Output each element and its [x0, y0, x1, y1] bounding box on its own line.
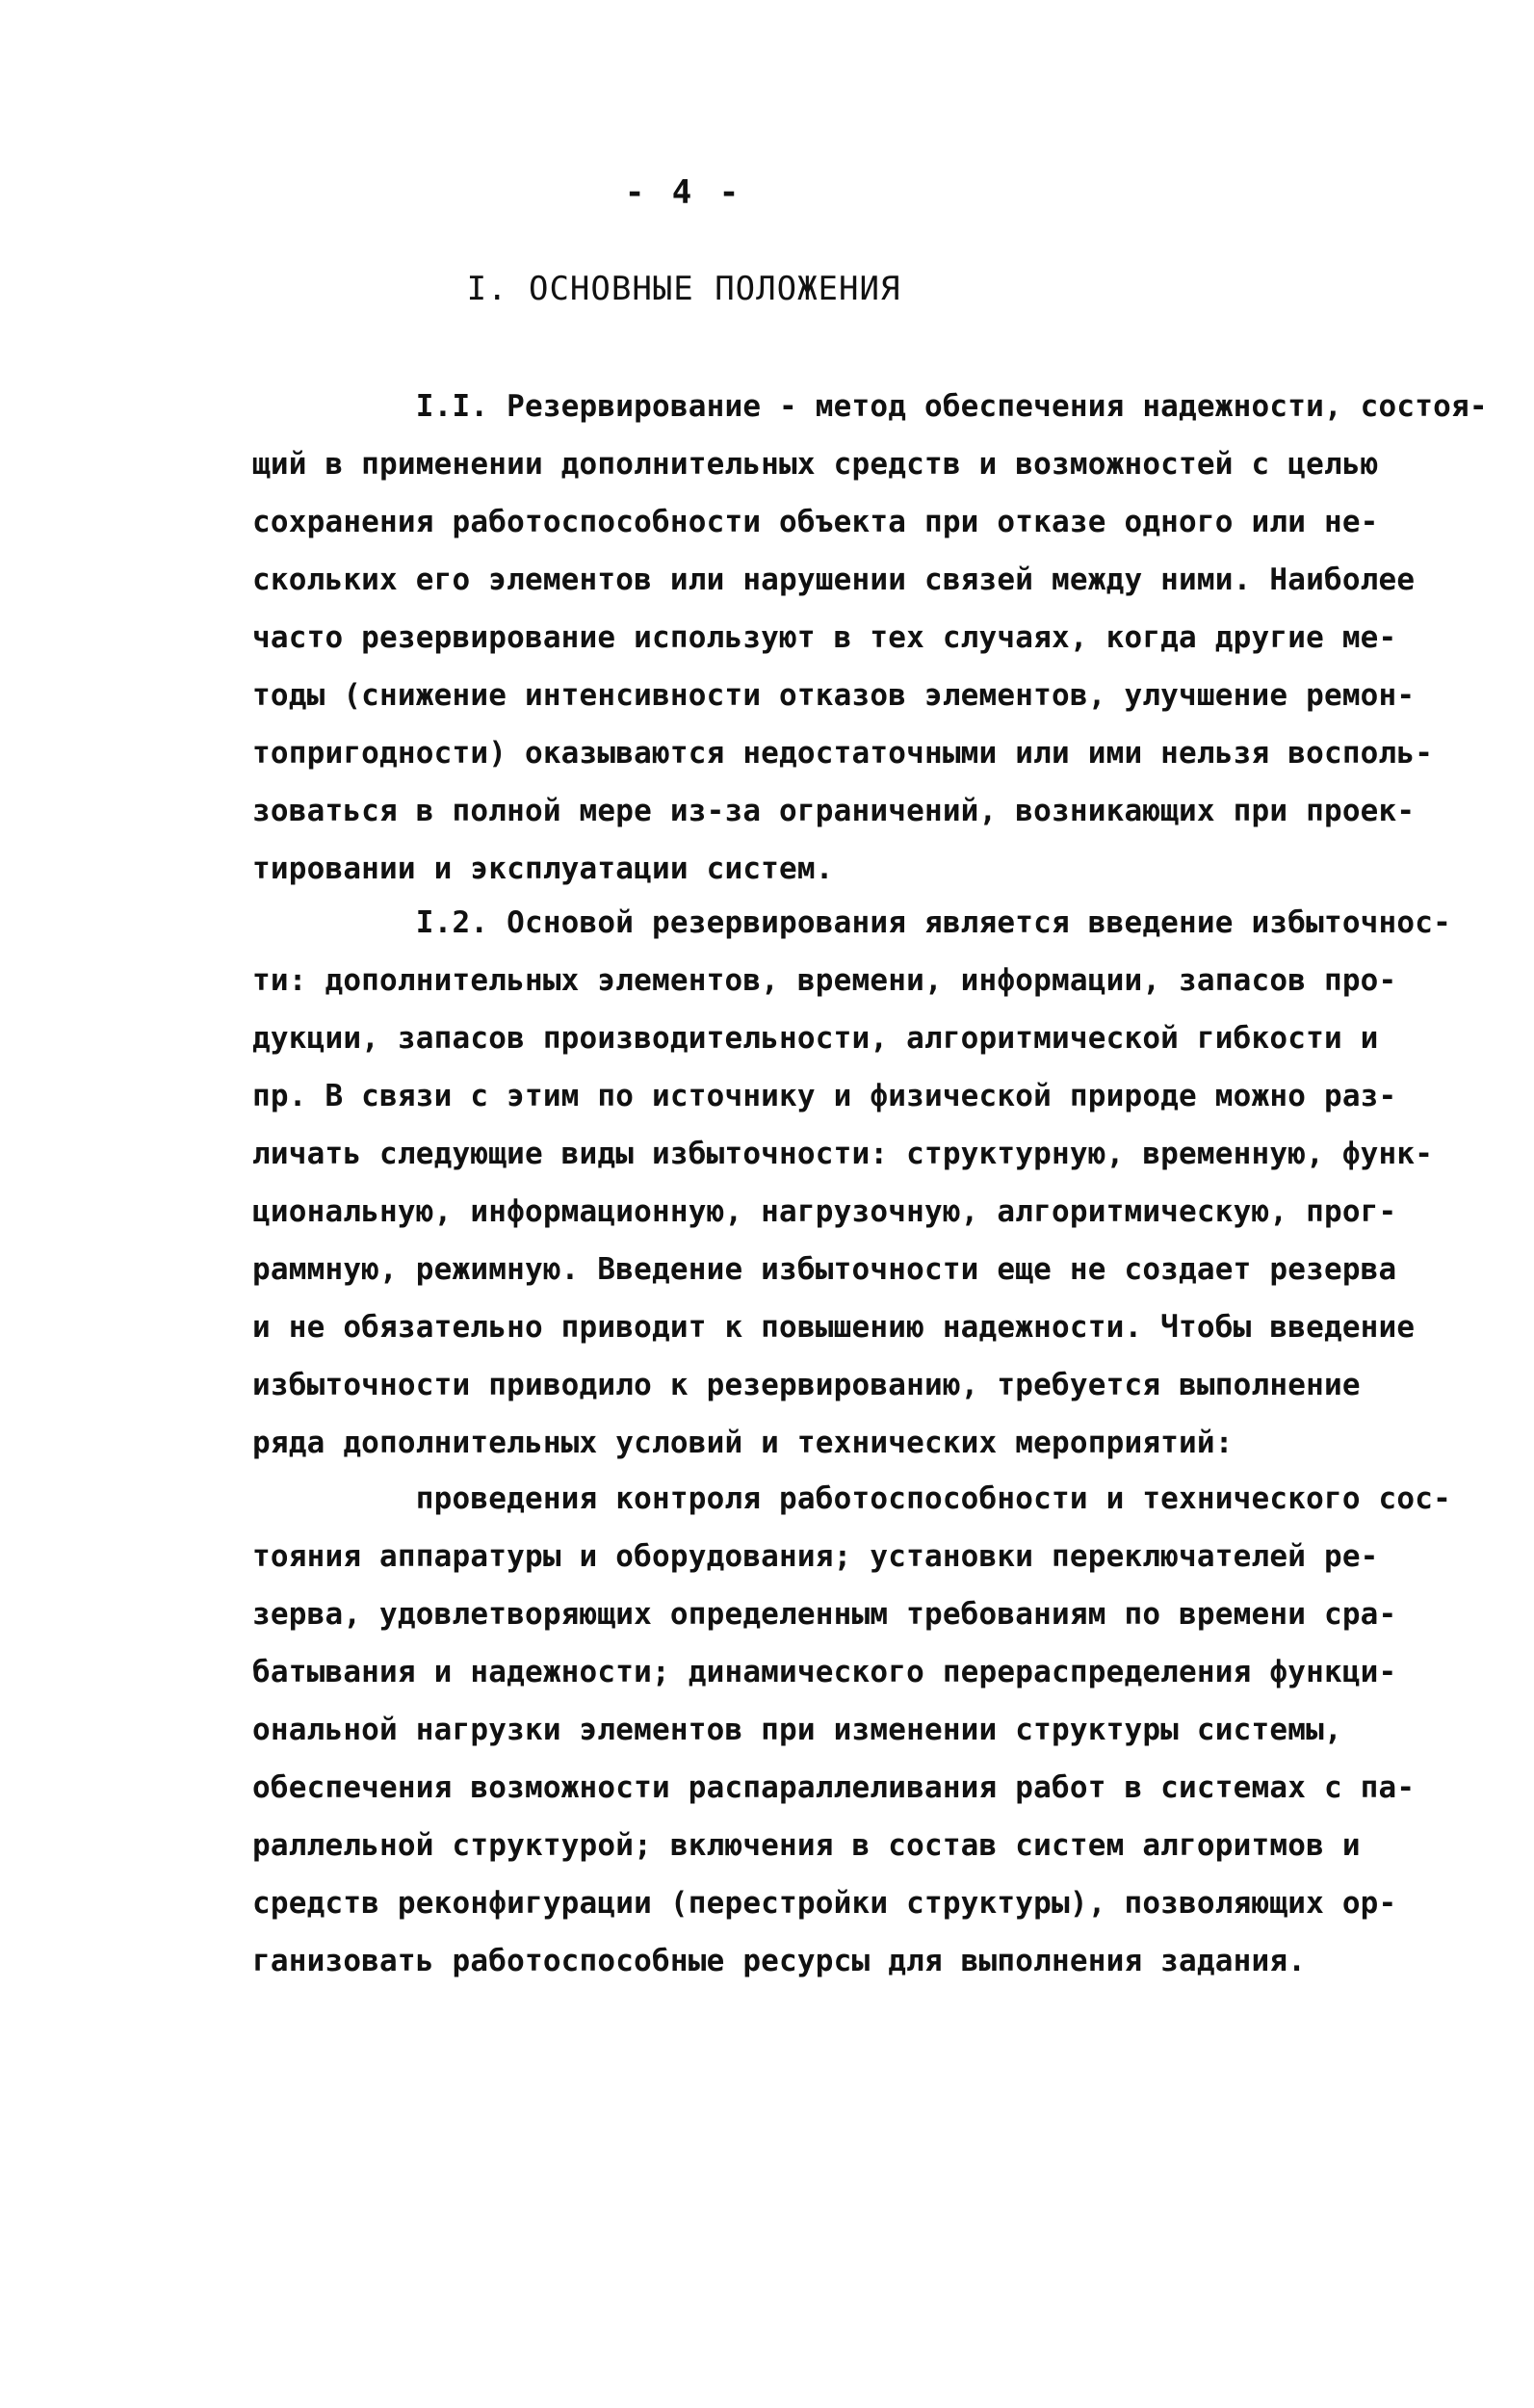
- section-title: I. ОСНОВНЫЕ ПОЛОЖЕНИЯ: [466, 270, 901, 308]
- text-line: часто резервирование используют в тех случаях, когда другие ме-: [252, 620, 1397, 655]
- text-line: обеспечения возможности распараллеливания работ в системах с па-: [252, 1770, 1416, 1805]
- text-line: раллельной структурой; включения в состав систем алгоритмов и: [252, 1828, 1361, 1863]
- text-line: ганизовать работоспособные ресурсы для выполнения задания.: [252, 1944, 1307, 1978]
- page-number: - 4 -: [624, 173, 743, 212]
- text-line: ти: дополнительных элементов, времени, информации, запасов про-: [252, 963, 1397, 998]
- text-line: зерва, удовлетворяющих определенным требованиям по времени сра-: [252, 1597, 1397, 1632]
- text-line: зоваться в полной мере из-за ограничений, возникающих при проек-: [252, 794, 1416, 828]
- text-line: средств реконфигурации (перестройки структуры), позволяющих ор-: [252, 1886, 1397, 1921]
- text-line: сохранения работоспособности объекта при отказе одного или не-: [252, 505, 1379, 539]
- text-line: топригодности) оказываются недостаточными или ими нельзя восполь-: [252, 736, 1434, 771]
- text-line: дукции, запасов производительности, алгоритмической гибкости и: [252, 1021, 1379, 1056]
- text-line: щий в применении дополнительных средств и возможностей с целью: [252, 447, 1379, 482]
- text-line: пр. В связи с этим по источнику и физической природе можно раз-: [252, 1079, 1397, 1113]
- text-line: ряда дополнительных условий и технических мероприятий:: [252, 1426, 1234, 1460]
- text-line: проведения контроля работоспособности и технического сос-: [252, 1481, 1451, 1516]
- text-line: циональную, информационную, нагрузочную, алгоритмическую, прог-: [252, 1194, 1397, 1229]
- text-line: тояния аппаратуры и оборудования; установки переключателей ре-: [252, 1539, 1379, 1574]
- text-line: личать следующие виды избыточности: структурную, временную, функ-: [252, 1137, 1434, 1171]
- text-line: I.I. Резервирование - метод обеспечения надежности, состоя-: [252, 389, 1488, 424]
- text-line: избыточности приводило к резервированию, требуется выполнение: [252, 1368, 1361, 1402]
- text-line: скольких его элементов или нарушении связей между ними. Наиболее: [252, 563, 1416, 597]
- text-line: ональной нагрузки элементов при изменении структуры системы,: [252, 1713, 1342, 1747]
- text-line: тоды (снижение интенсивности отказов элементов, улучшение ремон-: [252, 678, 1416, 713]
- text-line: и не обязательно приводит к повышению надежности. Чтобы введение: [252, 1310, 1416, 1345]
- text-line: раммную, режимную. Введение избыточности еще не создает резерва: [252, 1252, 1397, 1287]
- text-line: тировании и эксплуатации систем.: [252, 851, 834, 886]
- text-line: батывания и надежности; динамического перераспределения функци-: [252, 1655, 1397, 1689]
- text-line: I.2. Основой резервирования является введение избыточнос-: [252, 905, 1451, 940]
